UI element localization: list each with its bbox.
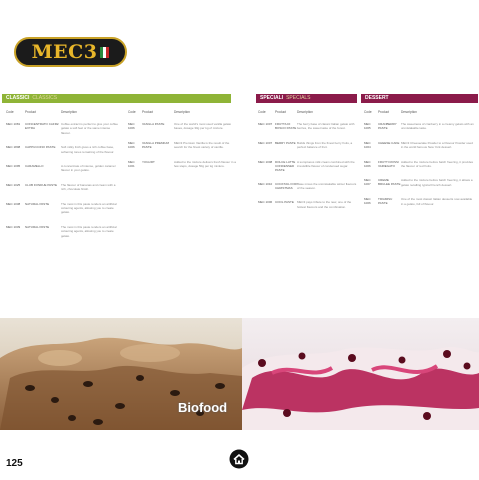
list-item: MEC 1006 COOL PASTE MEC3 pays tribute to the new, one of the hottest flavours and the combination. [258,200,352,209]
special-subtitle: SPECIALS [286,95,311,101]
classics-column-1 [6,122,121,238]
header-code: Code [364,110,372,114]
header-description: Description [401,110,417,114]
list-item: MEC 1095 CARAMELLO A concentrate of intense, golden caramel flavour in your gelato. [6,164,116,173]
list-item: MEC 1007 FRUTTA DI BOSCO PASTE The berry base of classic Italian gelato with berries, the sweet taste of the forest. [258,122,355,131]
classics-column-2 [128,122,238,168]
list-item: MEC 1004 CHEESE CAKE MEC3 Cheesecake Powder to a Flavour Powder used in the world famous New York dessert. [364,140,473,150]
mec3-logo [14,37,127,67]
list-item: MEC 1006 TIRAMISU PASTE One of the most classic Italian desserts now available in a gelato, full of flavour. [364,197,473,206]
list-item: MEC 1808 CAPPUCCINO PASTE Soft milky froth gives a rich coffee base, softening tones remaining of the flavour. [6,145,115,154]
header-code: Code [258,110,266,114]
classic-subtitle: CLASSICS [32,95,58,101]
classic-section-bar [2,94,231,103]
header-description: Description [174,110,190,114]
dessert-section-bar [361,94,478,103]
header-description: Description [297,110,313,114]
dessert-title: DESSERT [365,95,389,101]
special-title: SPECIALI [260,95,284,101]
header-code: Code [128,110,136,114]
list-item: MEC 1008 DOLCE LATTE CONDENSED PASTE A sumptuous milk cream combined with the irresistible flavour of condensed sugar. [258,159,355,172]
list-item: MEC 1038 NATURAL PASTE The most in this paste renders an artificial colouring agents, allowing you to create gelato. [6,201,117,215]
header-code: Code [6,110,14,114]
logo-text: MEC3 [31,41,98,63]
col3-header [258,110,313,114]
italian-flag-icon [100,47,109,58]
header-description: Description [61,110,77,114]
list-item: MEC 1001 YOGURT Added to the mixture delivers fresh flavour in a few steps, dosage 50g per kg mixture. [128,159,236,169]
col2-header [128,110,190,114]
header-product: Product [25,110,36,114]
special-section-bar [256,94,357,103]
col4-header [364,110,417,114]
home-icon[interactable] [229,449,249,469]
list-item: MEC 1025 CLUB FONDUE PASTE The flavour of bananas and cream with a rich, chocolate finish. [6,182,116,192]
biofood-watermark: Biofood [178,400,228,415]
berry-gelato-photo [242,318,479,430]
list-item: MEC 1007 BERRY PASTE Builds things from the finest berry fruits, a perfect balance of fruit. [258,140,353,150]
list-item: MEC 1081 CONCENTRATO CAFFE' EXTRA Coffee extract is perfect to give your coffee gelato a soft feel or the same intense flavour. [6,122,118,135]
list-item: MEC 1006 VANILLA PREMIUM PASTE MEC3 Premium Vanilla is the result of the search for the finest variety of vanilla. [128,140,230,150]
specials-column [258,122,358,209]
dessert-column [364,122,476,206]
header-product: Product [142,110,153,114]
page-number: 125 [6,458,23,469]
list-item: MEC 1005 CRANBERRY PASTE The sweetness of cranberry in a creamy gelato with an unmistakable taste. [364,122,474,131]
list-item: MEC 1010 COCKTAIL FOR CHRISTMAS Base mixes the unmistakable winter flavours of the season. [258,181,357,191]
list-item: MEC 1007 CREME BRULEE PASTE Added to the mixture before batch freezing, it allows a gelato recalling typical French dessert. [364,178,473,187]
col1-header [6,110,77,114]
header-product: Product [275,110,286,114]
header-product: Product [378,110,389,114]
classic-title: CLASSICI [6,95,30,101]
list-item: MEC 1039 NATURAL PASTE The most in this paste renders an artificial colouring agents, allowing you to create gelato. [6,224,117,238]
list-item: MEC 1006 VANILLA PASTE One of the world's most used vanilla gelato bases, dosage 30g per kg of mixture. [128,122,232,131]
list-item: MEC 1006 FRUTTI ROSSI VARIEGATO Added to the mixture before batch freezing, it provides the flavour of red fruits. [364,159,474,169]
